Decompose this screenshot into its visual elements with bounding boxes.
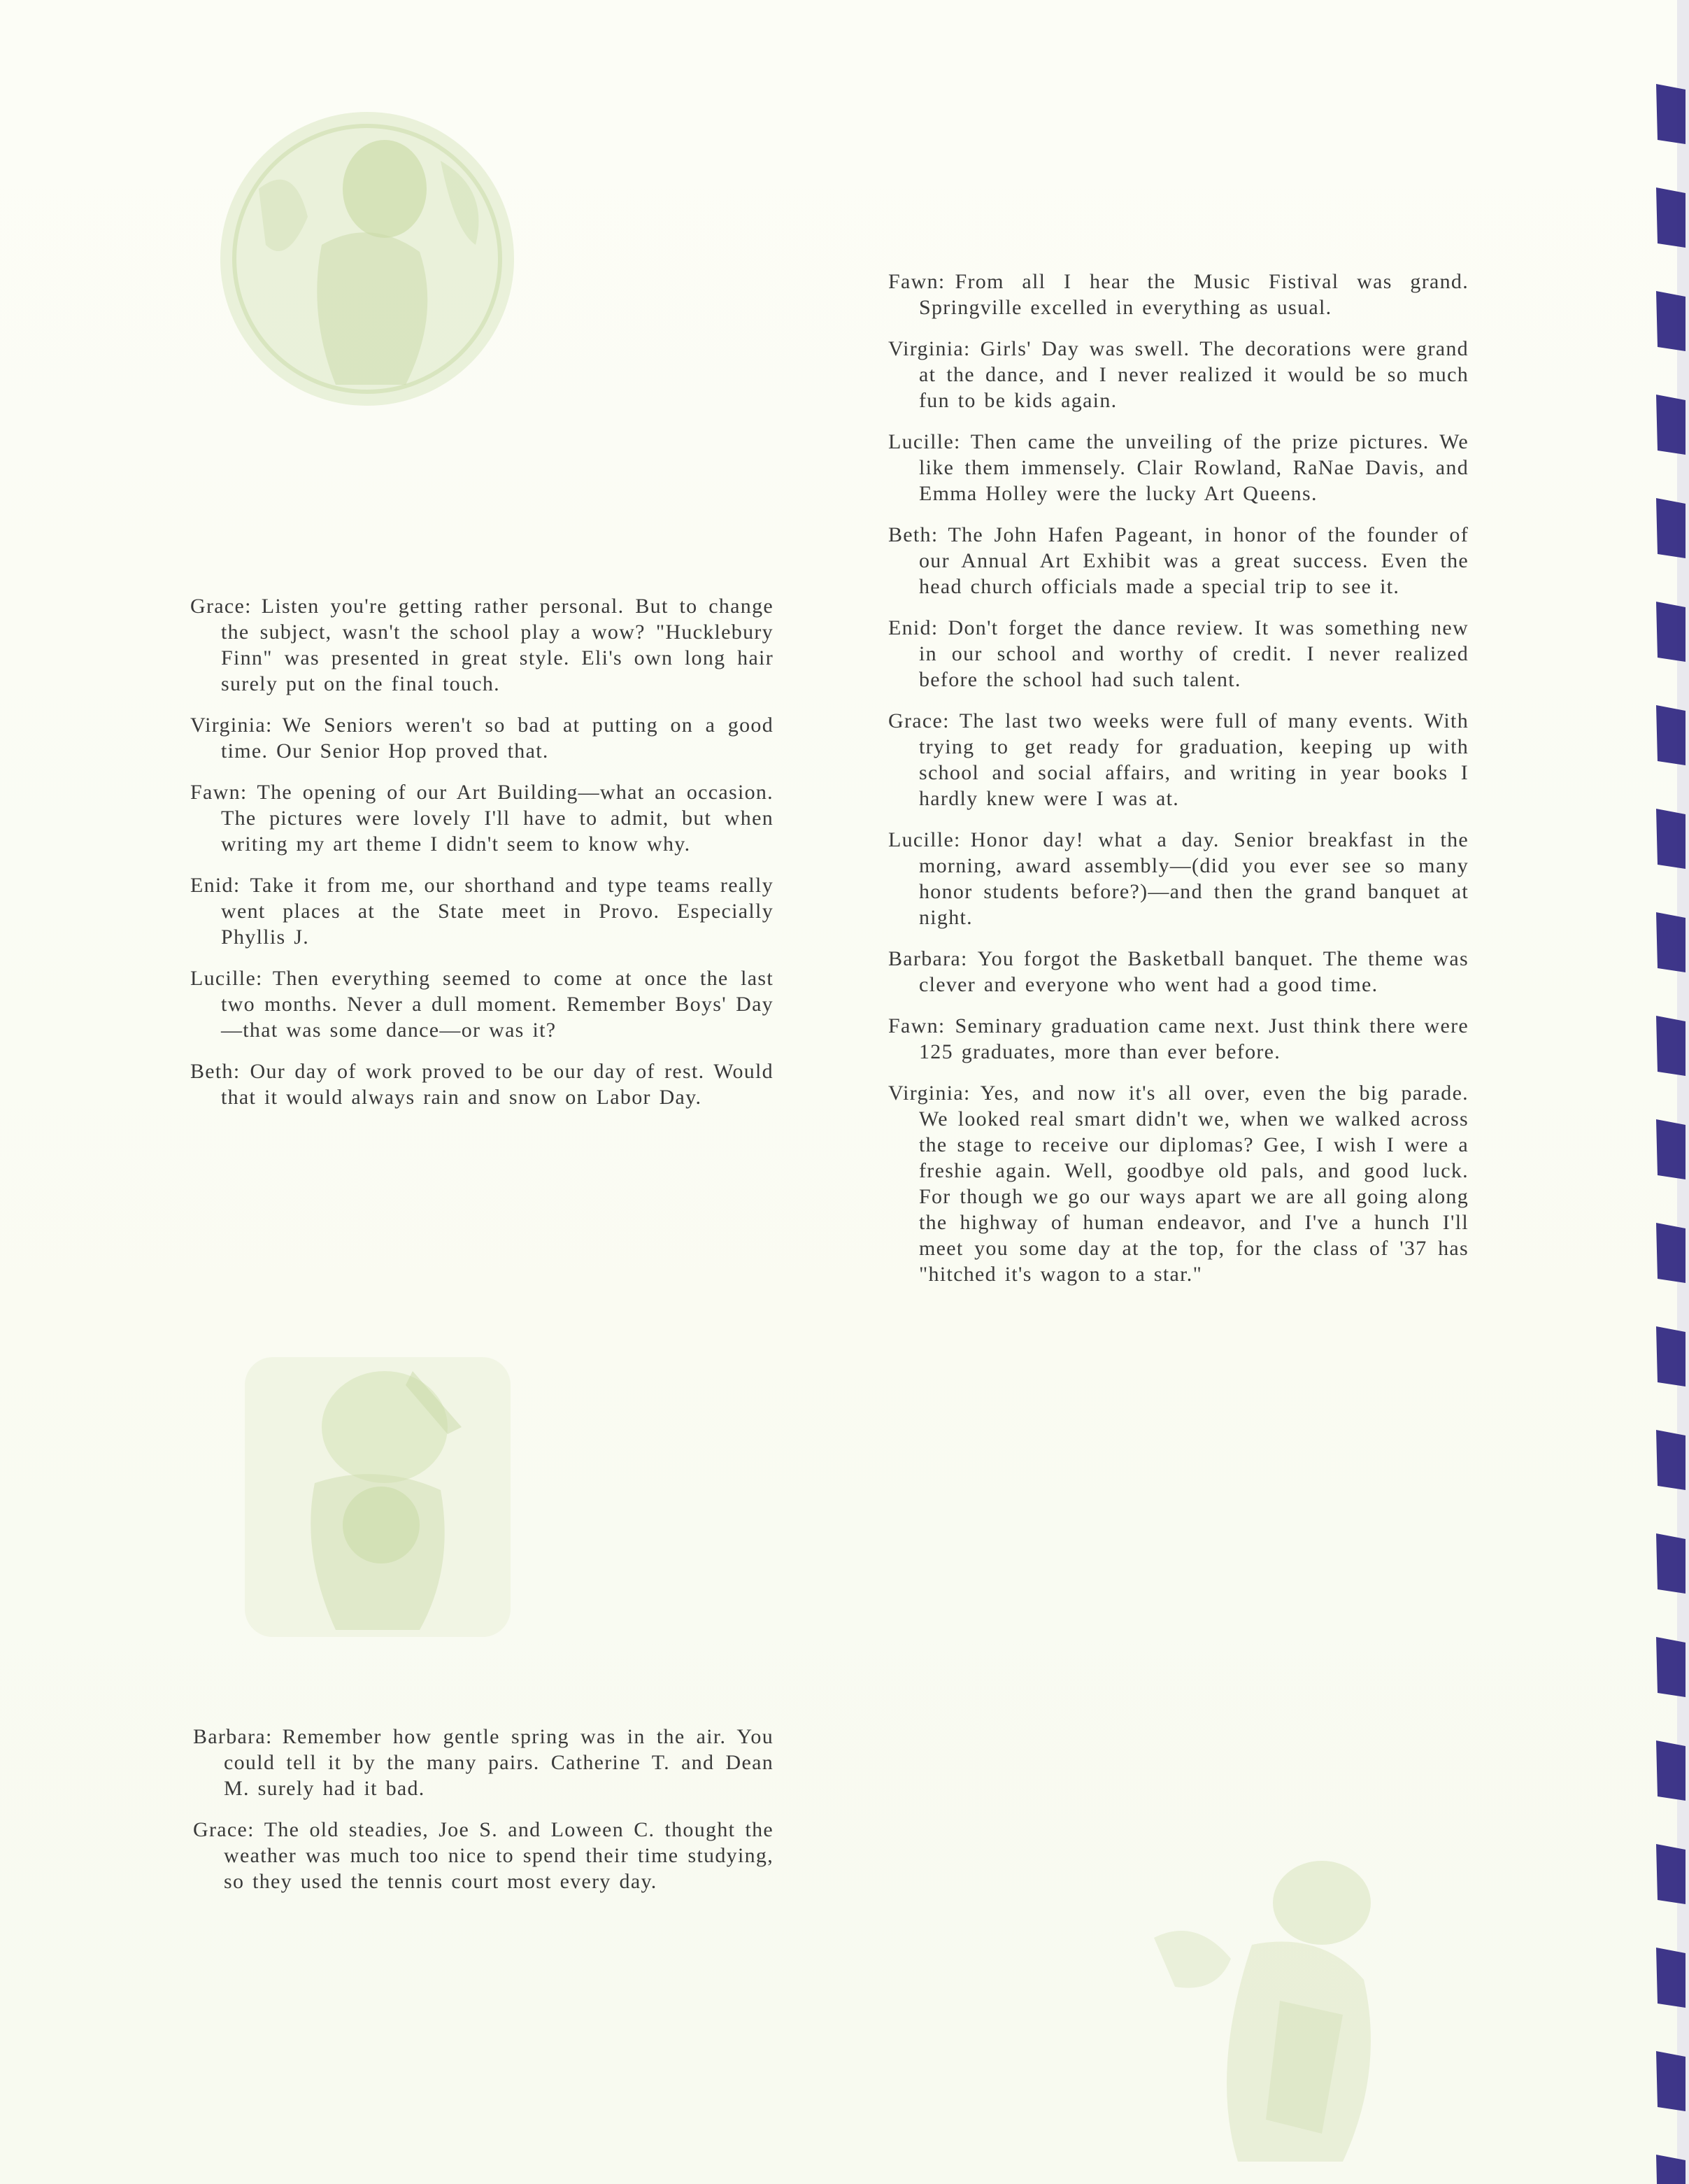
dialogue-text: The old steadies, Joe S. and Loween C. thought the weather was much too nice to spend their time studying, so they used the tennis court most every day. [224,1818,774,1893]
dialogue-text: Our day of work proved to be our day of rest. Would that it would always rain and snow on Labor Day. [221,1060,774,1109]
speaker-name: Virginia: [190,714,273,737]
binding-loop [1656,498,1686,558]
dialogue-text: Take it from me, our shorthand and type teams really went places at the State meet in Provo. Especially Phyllis J. [221,874,774,949]
speaker-name: Lucille: [888,828,961,851]
speaker-name: Grace: [888,709,950,732]
binding-loop [1656,395,1686,455]
left-column-top [190,593,774,1126]
art-print-watermark-middle [231,1343,525,1651]
binding-loop [1656,291,1686,351]
speaker-name: Fawn: [888,270,946,293]
dialogue-paragraph [888,522,1469,600]
binding-loop [1656,1326,1686,1387]
dialogue-text: Don't forget the dance review. It was something new in our school and worthy of credit. I never realized before the school had such talent. [919,616,1469,691]
binding-loop [1656,1533,1686,1594]
speaker-name: Grace: [193,1818,255,1841]
dialogue-text: Listen you're getting rather personal. But to change the subject, wasn't the school play a wow? "Hucklebury Finn" was presented in great style. Eli's own long hair surely put on the final touch. [221,595,774,695]
dialogue-paragraph [193,1724,774,1801]
binding-loop [1656,1844,1686,1904]
dialogue-paragraph [888,429,1469,506]
dialogue-text: The John Hafen Pageant, in honor of the founder of our Annual Art Exhibit was a great success. Even the head church officials made a special trip to see it. [919,523,1469,598]
speaker-name: Virginia: [888,1082,971,1105]
dialogue-text: Then came the unveiling of the prize pictures. We like them immensely. Clair Rowland, RaNae Davis, and Emma Holley were the lucky Art Queens. [919,430,1469,505]
dialogue-text: Yes, and now it's all over, even the big parade. We looked real smart didn't we, when we walked across the stage to receive our diplomas? Gee, I wish I were a freshie again. Well, goodbye old pals, and good luck. For though we go our ways apart we are all going along the highway of human endeavor, and I've a hunch I'll meet you some day at the top, for the class of '37 has "hitched it's wagon to a star." [919,1082,1469,1286]
binding-loop [1656,1430,1686,1490]
dialogue-paragraph [190,965,774,1043]
dialogue-text: Then everything seemed to come at once the last two months. Never a dull moment. Remember Boys' Day—that was some dance—or was it? [221,967,774,1042]
speaker-name: Fawn: [888,1014,946,1037]
binding-loop [1656,1016,1686,1076]
art-print-watermark-top [210,105,525,413]
art-print-watermark-bottom [1112,1840,1434,2176]
spiral-binding [1651,0,1689,2184]
dialogue-paragraph [190,593,774,697]
dialogue-paragraph [190,872,774,950]
dialogue-text: From all I hear the Music Fistival was grand. Springville excelled in everything as usual. [919,270,1469,319]
dialogue-text: The last two weeks were full of many events. With trying to get ready for graduation, keeping up with school and social affairs, and writing in year books I hardly knew were I was at. [919,709,1469,810]
dialogue-paragraph [888,1080,1469,1287]
dialogue-paragraph [190,1058,774,1110]
binding-loop [1656,1637,1686,1697]
speaker-name: Grace: [190,595,252,618]
dialogue-paragraph [190,712,774,764]
binding-loop [1656,602,1686,662]
binding-loop [1656,1119,1686,1179]
dialogue-paragraph [193,1817,774,1894]
speaker-name: Lucille: [888,430,961,453]
left-column-bottom [193,1724,774,1910]
dialogue-text: Seminary graduation came next. Just think there were 125 graduates, more than ever before. [919,1014,1469,1063]
dialogue-text: Girls' Day was swell. The decorations were grand at the dance, and I never realized it would be so much fun to be kids again. [919,337,1469,412]
speaker-name: Virginia: [888,337,971,360]
binding-loop [1656,84,1686,144]
speaker-name: Fawn: [190,781,248,804]
dialogue-paragraph [190,779,774,857]
dialogue-paragraph [888,336,1469,413]
dialogue-paragraph [888,827,1469,930]
dialogue-paragraph [888,1013,1469,1065]
binding-loop [1656,1740,1686,1801]
speaker-name: Enid: [190,874,241,897]
dialogue-text: You forgot the Basketball banquet. The theme was clever and everyone who went had a good time. [919,947,1469,996]
dialogue-text: The opening of our Art Building—what an occasion. The pictures were lovely I'll have to admit, but when writing my art theme I didn't seem to know why. [221,781,774,856]
binding-loop [1656,809,1686,869]
dialogue-text: Remember how gentle spring was in the air. You could tell it by the many pairs. Catherine T. and Dean M. surely had it bad. [224,1725,774,1800]
binding-loop [1656,187,1686,248]
binding-loop [1656,705,1686,765]
speaker-name: Barbara: [888,947,968,970]
binding-loop [1656,1948,1686,2008]
speaker-name: Beth: [190,1060,241,1083]
speaker-name: Beth: [888,523,939,546]
dialogue-paragraph [888,946,1469,998]
dialogue-paragraph [888,269,1469,320]
dialogue-text: We Seniors weren't so bad at putting on a good time. Our Senior Hop proved that. [221,714,774,763]
dialogue-paragraph [888,615,1469,693]
binding-loop [1656,2051,1686,2111]
right-column [888,269,1469,1303]
dialogue-text: Honor day! what a day. Senior breakfast in the morning, award assembly—(did you ever see so many honor students before?)—and then the grand banquet at night. [919,828,1469,929]
binding-loop [1656,1223,1686,1283]
speaker-name: Lucille: [190,967,263,990]
dialogue-paragraph [888,708,1469,811]
speaker-name: Barbara: [193,1725,273,1748]
binding-loop [1656,912,1686,972]
speaker-name: Enid: [888,616,939,639]
